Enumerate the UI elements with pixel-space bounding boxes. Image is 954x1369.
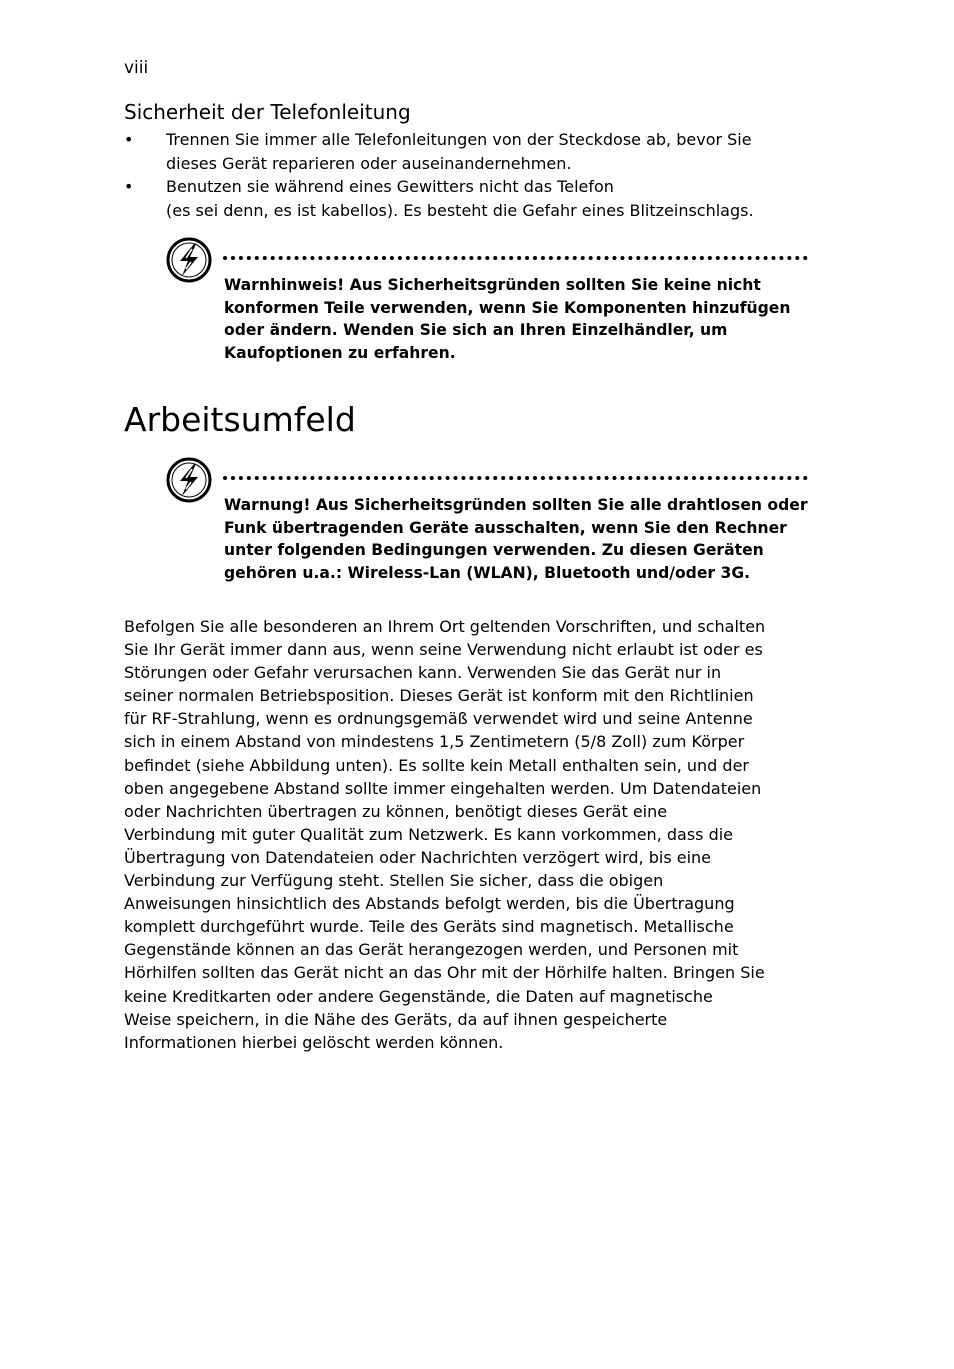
paragraph-line: Störungen oder Gefahr verursachen kann. Verwenden Sie das Gerät nur in <box>124 663 722 683</box>
warning-note-environment <box>165 456 810 596</box>
list-item-line: dieses Gerät reparieren oder auseinandernehmen. <box>166 153 572 173</box>
warning-text-line: konformen Teile verwenden, wenn Sie Komponenten hinzufügen <box>224 298 791 317</box>
paragraph-line: Anweisungen hinsichtlich des Abstands befolgt werden, bis die Übertragung <box>124 894 735 914</box>
warning-text-line: oder ändern. Wenden Sie sich an Ihren Einzelhändler, um <box>224 321 728 339</box>
paragraph-line: befindet (siehe Abbildung unten). Es sollte kein Metall enthalten sein, und der <box>124 755 749 775</box>
body-paragraph <box>124 615 824 1054</box>
warning-text-line: Warnung! Aus Sicherheitsgründen sollten Sie alle drahtlosen oder <box>224 496 808 514</box>
lightning-warning-icon <box>165 236 213 284</box>
paragraph-line: oder Nachrichten übertragen zu können, benötigt dieses Gerät eine <box>124 801 668 821</box>
chapter-heading-environment: Arbeitsumfeld <box>124 400 356 439</box>
warning-text-line: unter folgenden Bedingungen verwenden. Zu diesen Geräten <box>224 541 764 559</box>
warning-text <box>224 274 814 364</box>
paragraph-line: Verbindung zur Verfügung steht. Stellen Sie sicher, dass die obigen <box>124 871 664 891</box>
paragraph-line: Sie Ihr Gerät immer dann aus, wenn seine Verwendung nicht erlaubt ist oder es <box>124 640 763 660</box>
paragraph-line: Hörhilfen sollten das Gerät nicht an das Ohr mit der Hörhilfe halten. Bringen Sie <box>124 963 765 983</box>
telephone-bullet-list <box>124 128 824 222</box>
paragraph-line: Befolgen Sie alle besonderen an Ihrem Ort geltenden Vorschriften, und schalten <box>124 617 766 636</box>
page-number: viii <box>124 58 149 78</box>
warning-text-line: Warnhinweis! Aus Sicherheitsgründen sollten Sie keine nicht <box>224 276 761 294</box>
list-item <box>124 175 824 222</box>
paragraph-line: sich in einem Abstand von mindestens 1,5 Zentimetern (5/8 Zoll) zum Körper <box>124 732 745 752</box>
paragraph-line: Informationen hierbei gelöscht werden können. <box>124 1032 504 1052</box>
list-item-line: Trennen Sie immer alle Telefonleitungen von der Steckdose ab, bevor Sie <box>166 130 752 149</box>
paragraph-line: oben angegebene Abstand sollte immer eingehalten werden. Um Datendateien <box>124 778 762 798</box>
list-item <box>124 128 824 175</box>
paragraph-line: Übertragung von Datendateien oder Nachrichten verzögert wird, bis eine <box>124 847 712 867</box>
paragraph-line: seiner normalen Betriebsposition. Dieses Gerät ist konform mit den Richtlinien <box>124 686 754 706</box>
paragraph-line: komplett durchgeführt wurde. Teile des Geräts sind magnetisch. Metallische <box>124 917 734 937</box>
warning-text-line: gehören u.a.: Wireless-Lan (WLAN), Bluetooth und/oder 3G. <box>224 563 751 582</box>
paragraph-line: keine Kreditkarten oder andere Gegenstände, die Daten auf magnetische <box>124 986 713 1006</box>
bullet-icon: • <box>124 177 134 196</box>
lightning-warning-icon <box>165 456 213 504</box>
paragraph-line: für RF-Strahlung, wenn es ordnungsgemäß verwendet wird und seine Antenne <box>124 709 753 729</box>
warning-text <box>224 494 814 584</box>
section-heading-telephone: Sicherheit der Telefonleitung <box>124 100 411 124</box>
paragraph-line: Weise speichern, in die Nähe des Geräts, da auf ihnen gespeicherte <box>124 1009 668 1029</box>
paragraph-line: Verbindung mit guter Qualität zum Netzwerk. Es kann vorkommen, dass die <box>124 824 734 844</box>
dotted-separator <box>223 476 808 480</box>
list-item-line: Benutzen sie während eines Gewitters nicht das Telefon <box>166 177 614 196</box>
warning-text-line: Kaufoptionen zu erfahren. <box>224 343 456 362</box>
dotted-separator <box>223 256 808 260</box>
warning-note-telephone <box>165 236 810 376</box>
bullet-icon: • <box>124 130 134 149</box>
warning-text-line: Funk übertragenden Geräte ausschalten, wenn Sie den Rechner <box>224 518 787 537</box>
paragraph-line: Gegenstände können an das Gerät herangezogen werden, und Personen mit <box>124 940 739 960</box>
list-item-line: (es sei denn, es ist kabellos). Es besteht die Gefahr eines Blitzeinschlags. <box>166 200 754 220</box>
